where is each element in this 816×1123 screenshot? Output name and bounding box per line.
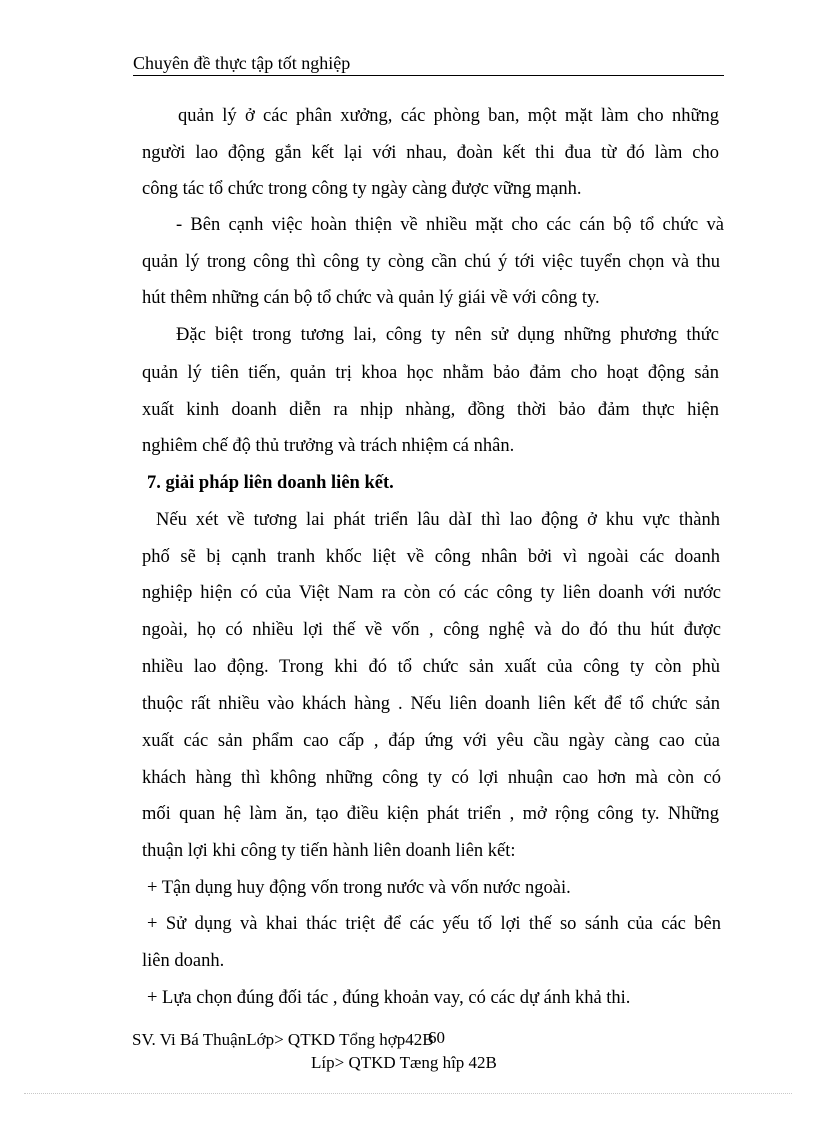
body-line: nghiêm chế độ thủ trưởng và trách nhiệm cá nhân. <box>142 436 515 456</box>
body-line: quản lý trong công thì công ty còng cần chú ý tới việc tuyển chọn và thu <box>142 252 720 272</box>
body-line: khách hàng thì không những công ty có lợi nhuận cao hơn mà còn có <box>142 768 721 788</box>
body-line: thuộc rất nhiều vào khách hàng . Nếu liên doanh liên kết để tổ chức sản <box>142 694 720 714</box>
header-divider <box>133 75 724 76</box>
body-line: người lao động gắn kết lại với nhau, đoàn kết thi đua từ đó làm cho <box>142 143 719 163</box>
body-line: mối quan hệ làm ăn, tạo điều kiện phát triển , mở rộng công ty. Những <box>142 804 719 824</box>
body-line: Đặc biệt trong tương lai, công ty nên sử dụng những phương thức <box>176 325 719 345</box>
body-line: hút thêm những cán bộ tổ chức và quản lý giái về với công ty. <box>142 288 600 308</box>
header-title: Chuyên đề thực tập tốt nghiệp <box>133 53 351 73</box>
body-line: xuất kinh doanh diễn ra nhịp nhàng, đồng thời bảo đảm thực hiện <box>142 400 719 420</box>
body-line: - Bên cạnh việc hoàn thiện về nhiều mặt cho các cán bộ tổ chức và <box>176 215 724 235</box>
body-line: nghiệp hiện có của Việt Nam ra còn có các công ty liên doanh với nước <box>142 583 721 603</box>
footer-class-line: Líp> QTKD Tæng hîp 42B <box>311 1053 497 1072</box>
body-line: công tác tổ chức trong công ty ngày càng được vững mạnh. <box>142 179 582 199</box>
body-line: thuận lợi khi công ty tiến hành liên doanh liên kết: <box>142 841 516 861</box>
footer-student-line: SV. Vi Bá ThuậnLớp> QTKD Tổng hợp42B <box>132 1030 434 1049</box>
body-line: quản lý ở các phân xưởng, các phòng ban, một mặt làm cho những <box>178 106 719 126</box>
page-number: 60 <box>428 1028 445 1047</box>
section-heading: 7. giải pháp liên doanh liên kết. <box>147 473 394 493</box>
body-line: + Tận dụng huy động vốn trong nước và vốn nước ngoài. <box>147 878 571 898</box>
body-line: + Sử dụng và khai thác triệt để các yếu tố lợi thế so sánh của các bên <box>147 914 721 934</box>
page-bottom-divider <box>24 1093 792 1094</box>
body-line: Nếu xét về tương lai phát triển lâu dàI thì lao động ở khu vực thành <box>156 510 720 530</box>
body-line: liên doanh. <box>142 951 225 971</box>
body-line: nhiều lao động. Trong khi đó tổ chức sản xuất của công ty còn phù <box>142 657 720 677</box>
body-line: ngoài, họ có nhiều lợi thế về vốn , công nghệ và do đó thu hút được <box>142 620 721 640</box>
body-line: + Lựa chọn đúng đối tác , đúng khoản vay, có các dự ánh khả thi. <box>147 988 631 1008</box>
body-line: quản lý tiên tiến, quản trị khoa học nhằm bảo đảm cho hoạt động sản <box>142 363 719 383</box>
body-line: phố sẽ bị cạnh tranh khốc liệt về công nhân bởi vì ngoài các doanh <box>142 547 720 567</box>
body-line: xuất các sản phẩm cao cấp , đáp ứng với yêu cầu ngày càng cao của <box>142 731 720 751</box>
